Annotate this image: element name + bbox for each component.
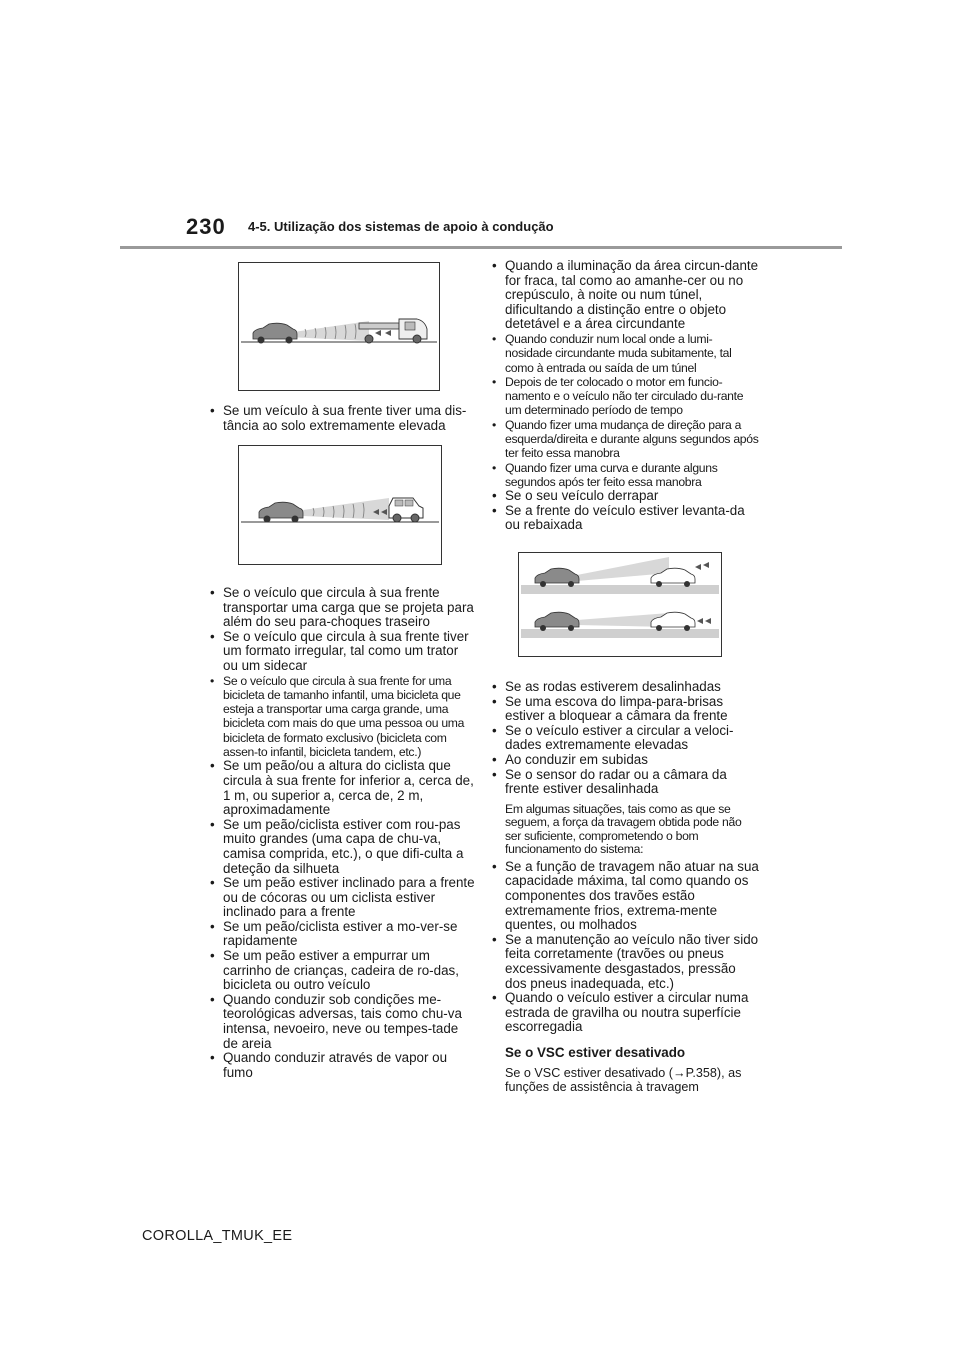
list-item: • Quando a iluminação da área circun-dante for fraca, tal como ao amanhe-cer ou no crepúsculo, à noite ou num túnel, dificultando a distinção entre o objeto detetável e a área circundante [489,259,759,332]
bullet-list-right-b [489,680,759,797]
list-item: • Quando fizer uma curva e durante alguns segundos após ter feito essa manobra [489,461,759,490]
list-item: • Se um peão/ciclista estiver a mo-ver-se rapidamente [207,920,475,949]
front-raised-diagram [519,553,721,656]
list-item: • Se um peão estiver a empurrar um carrinho de crianças, cadeira de ro-das, bicicleta ou outro veículo [207,949,475,993]
suv-icon [389,498,423,522]
own-car-icon-bottom [535,612,579,631]
truck-icon [359,319,427,343]
section-title: 4-5. Utilização dos sistemas de apoio à condução [248,219,554,234]
list-item: • Se um peão/ou a altura do ciclista que circula à sua frente for inferior a, cerca de, 1 m, ou superior a, cerca de, 2 m, aproximadamente [207,759,475,817]
bullet-list-a [207,404,475,433]
left-column [207,404,475,433]
truck-radar-diagram [239,263,439,390]
illustration-projecting-load [238,445,442,565]
list-item: • Quando conduzir sob condições me-teorológicas adversas, tais como chu-va intensa, nevoeiro, neve ou tempes-tade de areia [207,993,475,1051]
page-number: 230 [186,214,226,239]
footer-model-code: COROLLA_TMUK_EE [142,1228,293,1244]
list-item: • Quando conduzir num local onde a lumi-nosidade circundante muda subitamente, tal como à entrada ou saída de um túnel [489,332,759,375]
list-item: • Se um peão estiver inclinado para a frente ou de cócoras ou um ciclista estiver inclinado para a frente [207,876,475,920]
own-car-icon [253,323,297,343]
bullet-list-right-a [489,259,759,533]
list-item: • Depois de ter colocado o motor em funcio-namento e o veículo não ter circulado du-rante um determinado período de tempo [489,375,759,418]
list-item: • Se a função de travagem não atuar na sua capacidade máxima, tal como quando os componentes dos travões estão extremamente frios, extrema-mente quentes, ou molhados [489,860,759,933]
list-item: • Se o veículo que circula à sua frente for uma bicicleta de tamanho infantil, uma bicicleta que esteja a transportar uma carga grande, uma bicicleta com mais do que uma pessoa ou uma bicicleta de formato exclusivo (bicicleta com assen-to infantil, bicicleta tandem, etc.) [207,674,475,760]
subheading-vsc-off: Se o VSC estiver desativado [505,1044,686,1060]
list-item: • Se um veículo à sua frente tiver uma dis-tância ao solo extremamente elevada [207,404,475,433]
illustration-high-clearance-truck [238,262,440,391]
list-item: • Se o veículo que circula à sua frente transportar uma carga que se projeta para além do seu para-choques traseiro [207,586,475,630]
bullet-list-right-c [489,860,759,1035]
list-item: • Se a manutenção ao veículo não tiver sido feita corretamente (travões ou pneus excessivamente desgastados, pressão dos pneus inadequada, etc.) [489,933,759,991]
header-rule [120,246,842,249]
own-car-icon-top [535,568,579,587]
note-text: Em algumas situações, tais como as que se seguem, a força da travagem obtida pode não ser suficiente, comprometendo o bom funcionamento do sistema: [505,801,742,857]
right-column [489,259,759,533]
list-item: • Se as rodas estiverem desalinhadas [489,680,759,695]
list-item: • Se o seu veículo derrapar [489,489,759,504]
left-column-lower [207,586,475,1080]
list-item: • Se um peão/ciclista estiver com rou-pas muito grandes (uma capa de chu-va, camisa comprida, etc.), o que difi-culta a deteção da silhueta [207,818,475,876]
list-item: • Se o veículo que circula à sua frente tiver um formato irregular, tal como um trator ou um sidecar [207,630,475,674]
list-item: • Se o sensor do radar ou a câmara da frente estiver desalinhada [489,768,759,797]
list-item: • Ao conduzir em subidas [489,753,759,768]
own-car-icon [259,502,303,522]
bullet-list-b [207,586,475,1080]
list-item: • Se o veículo estiver a circular a veloci-dades extremamente elevadas [489,724,759,753]
load-radar-diagram [239,446,441,564]
list-item: • Quando o veículo estiver a circular numa estrada de gravilha ou noutra superfície escorregadia [489,991,759,1035]
list-item: • Quando fizer uma mudança de direção para a esquerda/direita e durante alguns segundos após ter feito essa manobra [489,418,759,461]
vsc-body-text: Se o VSC estiver desativado (→P.358), as funções de assistência à travagem [505,1065,742,1095]
list-item: • Se uma escova do limpa-para-brisas estiver a bloquear a câmara da frente [489,695,759,724]
right-column-lower [489,680,759,1094]
list-item: • Se a frente do veículo estiver levanta-da ou rebaixada [489,504,759,533]
list-item: • Quando conduzir através de vapor ou fumo [207,1051,475,1080]
illustration-front-raised [518,552,722,657]
